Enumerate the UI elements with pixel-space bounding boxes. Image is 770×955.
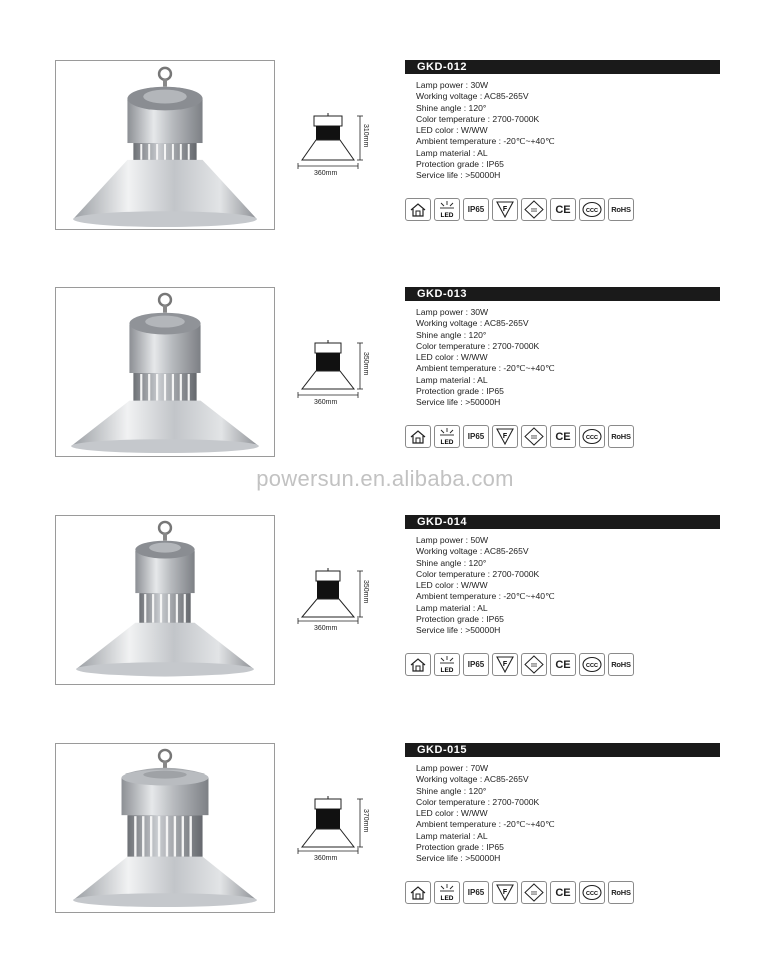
class-iii-icon	[521, 881, 547, 904]
led-icon	[434, 653, 460, 676]
model-title: GKD-014	[405, 515, 720, 529]
spec-panel	[405, 287, 720, 409]
ip65-badge	[463, 653, 489, 676]
rohs-label: RoHS	[611, 888, 631, 897]
spec-ambient-temperature: Ambient temperature : -20℃~+40℃	[416, 591, 555, 602]
certification-row	[405, 653, 634, 676]
spec-service-life: Service life : >50000H	[416, 625, 501, 636]
spec-color-temperature: Color temperature : 2700-7000K	[416, 796, 540, 807]
ip65-badge	[463, 425, 489, 448]
spec-lamp-material: Lamp material : AL	[416, 147, 488, 158]
dimension-diagram	[296, 793, 376, 871]
dimension-diagram	[296, 337, 376, 415]
spec-ambient-temperature: Ambient temperature : -20℃~+40℃	[416, 136, 555, 147]
ce-label: CE	[555, 886, 571, 899]
certification-row	[405, 881, 634, 904]
spec-led-color: LED color : W/WW	[416, 808, 488, 819]
led-label: LED	[440, 439, 454, 446]
spec-panel	[405, 743, 720, 865]
spec-lamp-material: Lamp material : AL	[416, 602, 488, 613]
spec-list	[416, 307, 720, 409]
spec-lamp-material: Lamp material : AL	[416, 830, 488, 841]
spec-protection-grade: Protection grade : IP65	[416, 386, 504, 397]
ip65-label: IP65	[467, 660, 485, 669]
ccc-label: CCC	[586, 435, 598, 441]
spec-color-temperature: Color temperature : 2700-7000K	[416, 113, 540, 124]
spec-shine-angle: Shine angle : 120°	[416, 557, 487, 568]
led-label: LED	[440, 212, 454, 219]
spec-working-voltage: Working voltage : AC85-265V	[416, 318, 529, 329]
rohs-mark	[608, 425, 634, 448]
class-iii-icon	[521, 425, 547, 448]
product-gkd-015	[0, 743, 770, 923]
certification-row	[405, 425, 634, 448]
product-gkd-014	[0, 515, 770, 695]
house-icon	[405, 881, 431, 904]
spec-panel	[405, 60, 720, 182]
rohs-mark	[608, 198, 634, 221]
ce-mark	[550, 198, 576, 221]
spec-protection-grade: Protection grade : IP65	[416, 842, 504, 853]
ccc-label: CCC	[586, 663, 598, 669]
ip65-badge	[463, 881, 489, 904]
spec-lamp-material: Lamp material : AL	[416, 374, 488, 385]
spec-led-color: LED color : W/WW	[416, 352, 488, 363]
ip65-label: IP65	[467, 205, 485, 214]
ce-mark	[550, 425, 576, 448]
spec-led-color: LED color : W/WW	[416, 580, 488, 591]
spec-panel	[405, 515, 720, 637]
class-label: III	[531, 891, 537, 897]
spec-working-voltage: Working voltage : AC85-265V	[416, 91, 529, 102]
spec-protection-grade: Protection grade : IP65	[416, 614, 504, 625]
rohs-label: RoHS	[611, 660, 631, 669]
high-bay-lamp-image	[56, 744, 274, 912]
ccc-label: CCC	[586, 208, 598, 214]
f-label: F	[502, 206, 508, 213]
product-photo	[55, 743, 275, 913]
f-label: F	[502, 889, 508, 896]
rohs-label: RoHS	[611, 432, 631, 441]
ce-mark	[550, 881, 576, 904]
ip65-label: IP65	[467, 888, 485, 897]
rohs-label: RoHS	[611, 205, 631, 214]
product-gkd-013	[0, 287, 770, 467]
model-title: GKD-012	[405, 60, 720, 74]
product-gkd-012	[0, 60, 770, 240]
class-label: III	[531, 208, 537, 214]
ip65-badge	[463, 198, 489, 221]
spec-shine-angle: Shine angle : 120°	[416, 102, 487, 113]
spec-lamp-power: Lamp power : 70W	[416, 763, 489, 773]
dimension-diagram	[296, 565, 376, 643]
class-iii-icon	[521, 198, 547, 221]
ccc-mark	[579, 881, 605, 904]
ccc-mark	[579, 198, 605, 221]
model-title: GKD-013	[405, 287, 720, 301]
spec-shine-angle: Shine angle : 120°	[416, 785, 487, 796]
product-photo	[55, 287, 275, 457]
width-dimension: 360mm	[314, 399, 338, 406]
spec-working-voltage: Working voltage : AC85-265V	[416, 774, 529, 785]
model-title: GKD-015	[405, 743, 720, 757]
spec-ambient-temperature: Ambient temperature : -20℃~+40℃	[416, 363, 555, 374]
spec-service-life: Service life : >50000H	[416, 170, 501, 181]
house-icon	[405, 425, 431, 448]
height-dimension: 370mm	[362, 809, 369, 833]
f-label: F	[502, 661, 508, 668]
spec-working-voltage: Working voltage : AC85-265V	[416, 546, 529, 557]
f-label: F	[502, 433, 508, 440]
f-mark-icon	[492, 881, 518, 904]
f-mark-icon	[492, 425, 518, 448]
led-label: LED	[440, 667, 454, 674]
height-dimension: 310mm	[362, 124, 369, 148]
spec-ambient-temperature: Ambient temperature : -20℃~+40℃	[416, 819, 555, 830]
high-bay-lamp-image	[56, 516, 274, 684]
ce-label: CE	[555, 203, 571, 216]
class-label: III	[531, 663, 537, 669]
spec-list	[416, 535, 720, 637]
spec-color-temperature: Color temperature : 2700-7000K	[416, 340, 540, 351]
spec-protection-grade: Protection grade : IP65	[416, 159, 504, 170]
ccc-label: CCC	[586, 891, 598, 897]
dimension-diagram	[296, 110, 376, 188]
led-label: LED	[440, 895, 454, 902]
rohs-mark	[608, 653, 634, 676]
led-icon	[434, 881, 460, 904]
width-dimension: 360mm	[314, 625, 338, 632]
class-iii-icon	[521, 653, 547, 676]
ip65-label: IP65	[467, 432, 485, 441]
height-dimension: 350mm	[362, 352, 369, 376]
spec-service-life: Service life : >50000H	[416, 853, 501, 864]
width-dimension: 360mm	[314, 170, 338, 177]
spec-shine-angle: Shine angle : 120°	[416, 329, 487, 340]
house-icon	[405, 198, 431, 221]
ccc-mark	[579, 653, 605, 676]
spec-list	[416, 80, 720, 182]
f-mark-icon	[492, 198, 518, 221]
spec-list	[416, 763, 720, 865]
width-dimension: 360mm	[314, 855, 338, 862]
led-icon	[434, 198, 460, 221]
ce-label: CE	[555, 430, 571, 443]
watermark: powersun.en.alibaba.com	[256, 466, 514, 491]
f-mark-icon	[492, 653, 518, 676]
spec-lamp-power: Lamp power : 30W	[416, 80, 489, 90]
ce-mark	[550, 653, 576, 676]
ccc-mark	[579, 425, 605, 448]
spec-led-color: LED color : W/WW	[416, 125, 488, 136]
high-bay-lamp-image	[56, 61, 274, 229]
house-icon	[405, 653, 431, 676]
product-photo	[55, 60, 275, 230]
ce-label: CE	[555, 658, 571, 671]
product-photo	[55, 515, 275, 685]
height-dimension: 350mm	[362, 580, 369, 604]
high-bay-lamp-image	[56, 288, 274, 456]
certification-row	[405, 198, 634, 221]
rohs-mark	[608, 881, 634, 904]
led-icon	[434, 425, 460, 448]
spec-lamp-power: Lamp power : 50W	[416, 535, 489, 545]
spec-color-temperature: Color temperature : 2700-7000K	[416, 568, 540, 579]
class-label: III	[531, 435, 537, 441]
spec-lamp-power: Lamp power : 30W	[416, 307, 489, 317]
spec-service-life: Service life : >50000H	[416, 397, 501, 408]
